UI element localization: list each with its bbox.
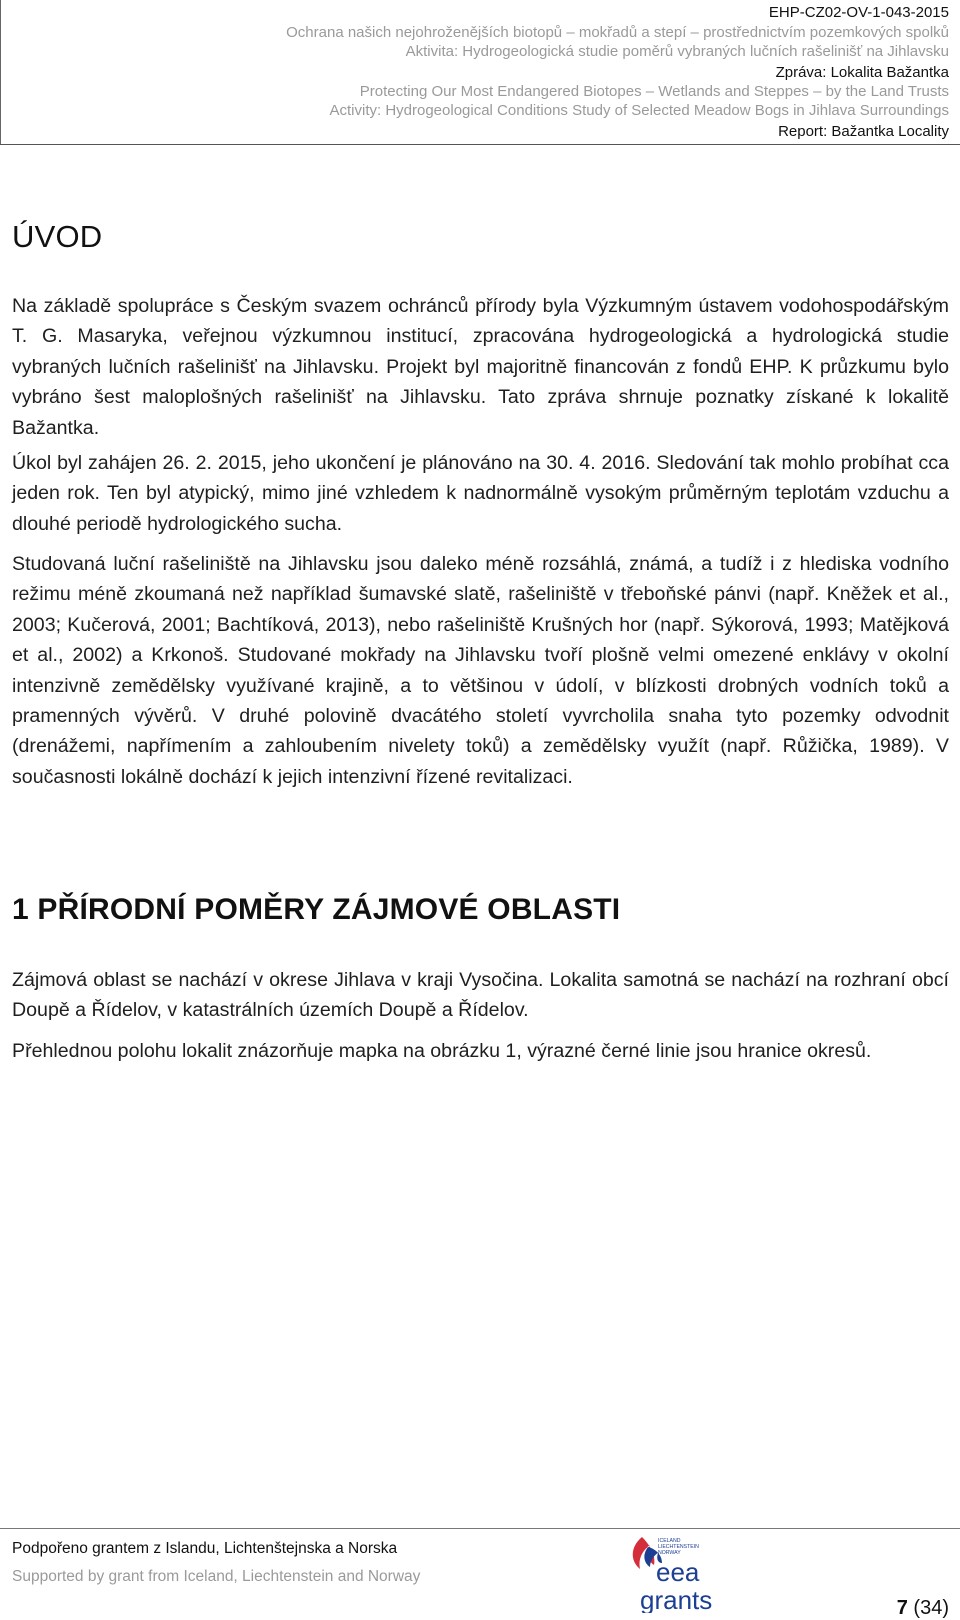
page-number <box>897 1597 949 1620</box>
eea-grants-logo <box>628 1533 738 1613</box>
header-project-title-en: Protecting Our Most Endangered Biotopes – Wetlands and Steppes – by the Land Trusts <box>359 83 949 100</box>
intro-paragraph-2: Úkol byl zahájen 26. 2. 2015, jeho ukončení je plánováno na 30. 4. 2016. Sledování tak mohlo probíhat cca jeden rok. Ten byl atypický, mimo jiné vzhledem k nadnormálně vysokým průměrným teplotám vzduchu a dlouhé periodě hydrologického sucha. <box>12 452 949 535</box>
footer-support-en: Supported by grant from Iceland, Liechtenstein and Norway <box>12 1568 421 1585</box>
logo-country-1: ICELAND <box>658 1538 681 1544</box>
logo-word-grants: grants <box>640 1585 713 1613</box>
header-report-en: Report: Bažantka Locality <box>778 123 949 140</box>
footer-rule <box>0 1528 960 1529</box>
logo-country-3: NORWAY <box>658 1550 681 1556</box>
header-project-code: EHP-CZ02-OV-1-043-2015 <box>768 4 949 21</box>
logo-word-eea: eea <box>656 1557 700 1587</box>
intro-paragraph-1: Na základě spolupráce s Českým svazem ochránců přírody byla Výzkumným ústavem vodohospodářským T. G. Masaryka, veřejnou výzkumnou institucí, zpracována hydrogeologická a hydrologická studie vybraných lučních rašelinišť na Jihlavsku. Projekt byl majoritně financován z fondů EHP. K průzkumu bylo vybráno šest maloplošných rašelinišť na Jihlavsku. Tato zpráva shrnuje poznatky získané k lokalitě Bažantka. <box>12 295 949 439</box>
footer-support-cz: Podpořeno grantem z Islandu, Lichtenštejnska a Norska <box>12 1540 398 1557</box>
intro-heading: ÚVOD <box>12 219 103 254</box>
page-number-total: (34) <box>913 1597 949 1619</box>
header-report-cz: Zpráva: Lokalita Bažantka <box>775 64 949 81</box>
header-activity-cz: Aktivita: Hydrogeologická studie poměrů vybraných lučních rašelinišť na Jihlavsku <box>405 43 949 60</box>
section-1-heading: 1 PŘÍRODNÍ POMĚRY ZÁJMOVÉ OBLASTI <box>12 893 621 926</box>
section-1-paragraph-1: Zájmová oblast se nachází v okrese Jihlava v kraji Vysočina. Lokalita samotná se nachází na rozhraní obcí Doupě a Řídelov, v katastrálních územích Doupě a Řídelov. <box>12 969 949 1022</box>
page-header <box>0 0 960 145</box>
header-left-rule <box>0 0 1 144</box>
header-project-title-cz: Ochrana našich nejohroženějších biotopů – mokřadů a stepí – prostřednictvím pozemkových spolků <box>286 24 949 41</box>
logo-country-2: LIECHTENSTEIN <box>658 1544 699 1550</box>
page-number-current: 7 <box>896 1597 908 1619</box>
intro-paragraph-3: Studovaná luční rašeliniště na Jihlavsku jsou daleko méně rozsáhlá, známá, a tudíž i z hlediska vodního režimu méně zkoumaná než například šumavské slatě, rašeliniště v třeboňské pánvi (např. Kněžek et al., 2003; Kučerová, 2001; Bachtíková, 2013), nebo rašeliniště Krušných hor (např. Sýkorová, 1993; Matějková et al., 2002) a Krkonoš. Studované mokřady na Jihlavsku tvoří plošně velmi omezené enklávy v okolní intenzivně zemědělsky využívané krajině, a to většinou v údolí, v blízkosti drobných vodních toků a pramenných vývěrů. V druhé polovině dvacátého století vyvrcholila snaha tyto pozemky odvodnit (drenážemi, napřímením a zahloubením nivelety toků) a zemědělsky využít (např. Růžička, 1989). V současnosti lokálně dochází k jejich intenzivní řízené revitalizaci. <box>12 553 949 788</box>
header-activity-en: Activity: Hydrogeological Conditions Study of Selected Meadow Bogs in Jihlava Surroundings <box>329 102 949 119</box>
section-1-paragraph-2: Přehlednou polohu lokalit znázorňuje mapka na obrázku 1, výrazné černé linie jsou hranice okresů. <box>12 1040 872 1062</box>
